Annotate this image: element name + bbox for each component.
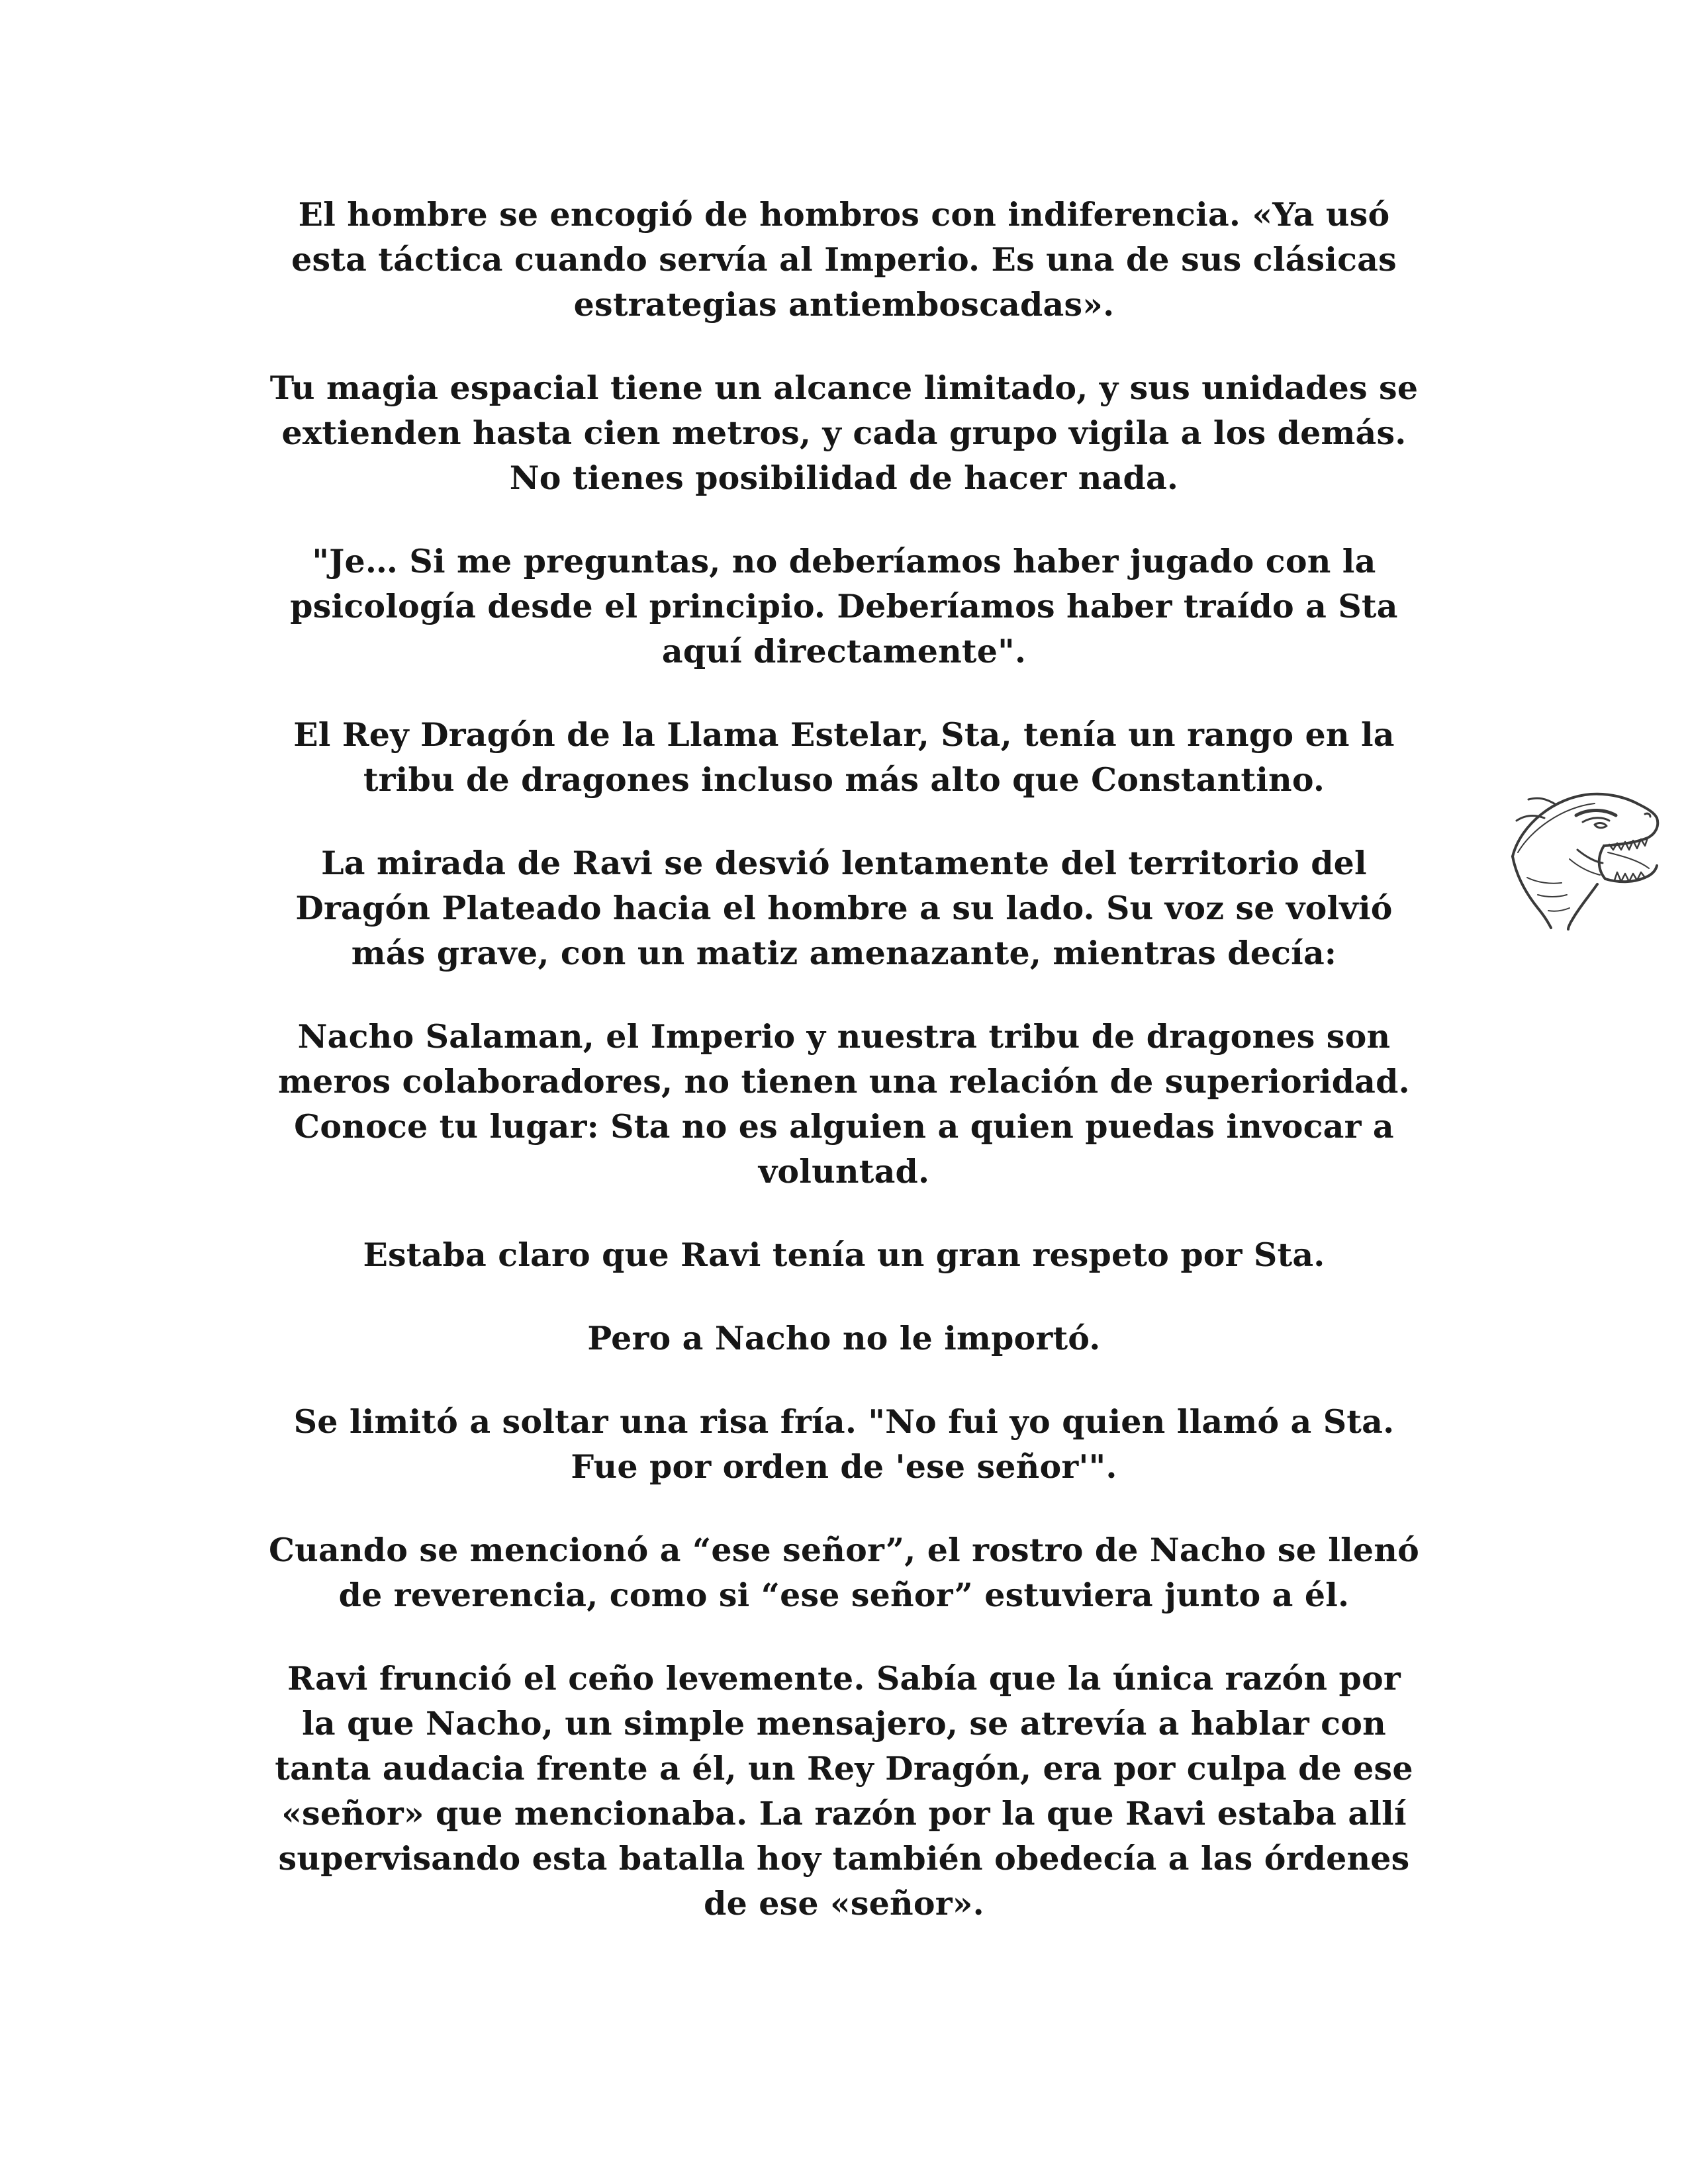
text-line: "Je… Si me preguntas, no deberíamos haber jugado con la (312, 542, 1376, 580)
text-line: extienden hasta cien metros, y cada grupo vigila a los demás. (281, 414, 1407, 452)
text-line: Ravi frunció el ceño levemente. Sabía que la única razón por (287, 1659, 1401, 1698)
paragraph (238, 1316, 1450, 1361)
text-line: la que Nacho, un simple mensajero, se atrevía a hablar con (302, 1704, 1386, 1743)
paragraph (238, 365, 1450, 500)
paragraph (238, 1656, 1450, 1926)
text-line: Fue por orden de 'ese señor'". (571, 1447, 1117, 1486)
dragon-head-sketch-icon (1497, 778, 1664, 931)
paragraph (238, 712, 1450, 802)
text-line: Dragón Plateado hacia el hombre a su lado. Su voz se volvió (295, 889, 1393, 927)
paragraph (238, 1527, 1450, 1617)
text-line: El hombre se encogió de hombros con indiferencia. «Ya usó (298, 195, 1390, 234)
text-line: más grave, con un matiz amenazante, mientras decía: (351, 934, 1337, 972)
text-line: Estaba claro que Ravi tenía un gran respeto por Sta. (363, 1236, 1325, 1274)
text-line: meros colaboradores, no tienen una relación de superioridad. (278, 1062, 1410, 1101)
text-line: Nacho Salaman, el Imperio y nuestra tribu de dragones son (297, 1017, 1391, 1056)
paragraph (238, 1399, 1450, 1489)
text-line: psicología desde el principio. Deberíamos haber traído a Sta (290, 587, 1398, 625)
paragraph (238, 192, 1450, 327)
text-line: esta táctica cuando servía al Imperio. Es una de sus clásicas (291, 240, 1397, 279)
text-line: aquí directamente". (661, 632, 1027, 670)
text-line: La mirada de Ravi se desvió lentamente del territorio del (321, 844, 1367, 882)
text-line: de ese «señor». (704, 1884, 984, 1923)
text-line: estrategias antiemboscadas». (573, 285, 1115, 324)
text-line: Conoce tu lugar: Sta no es alguien a quien puedas invocar a (294, 1107, 1394, 1146)
text-line: No tienes posibilidad de hacer nada. (509, 459, 1179, 497)
text-line: voluntad. (758, 1152, 930, 1191)
text-line: Tu magia espacial tiene un alcance limitado, y sus unidades se (269, 369, 1419, 407)
text-line: tribu de dragones incluso más alto que Constantino. (363, 760, 1325, 799)
text-line: Cuando se mencionó a “ese señor”, el rostro de Nacho se llenó (268, 1531, 1420, 1569)
text-line: Pero a Nacho no le importó. (587, 1319, 1101, 1357)
text-line: El Rey Dragón de la Llama Estelar, Sta, tenía un rango en la (293, 715, 1395, 754)
text-line: Se limitó a soltar una risa fría. "No fui yo quien llamó a Sta. (293, 1402, 1395, 1441)
text-line: de reverencia, como si “ese señor” estuviera junto a él. (338, 1576, 1350, 1614)
text-line: tanta audacia frente a él, un Rey Dragón, era por culpa de ese (275, 1749, 1413, 1788)
paragraph (238, 841, 1450, 976)
paragraph (238, 1014, 1450, 1194)
paragraph (238, 539, 1450, 674)
body-text (238, 192, 1450, 1964)
paragraph (238, 1232, 1450, 1277)
text-line: supervisando esta batalla hoy también obedecía a las órdenes (278, 1839, 1410, 1878)
text-line: «señor» que mencionaba. La razón por la que Ravi estaba allí (281, 1794, 1407, 1833)
